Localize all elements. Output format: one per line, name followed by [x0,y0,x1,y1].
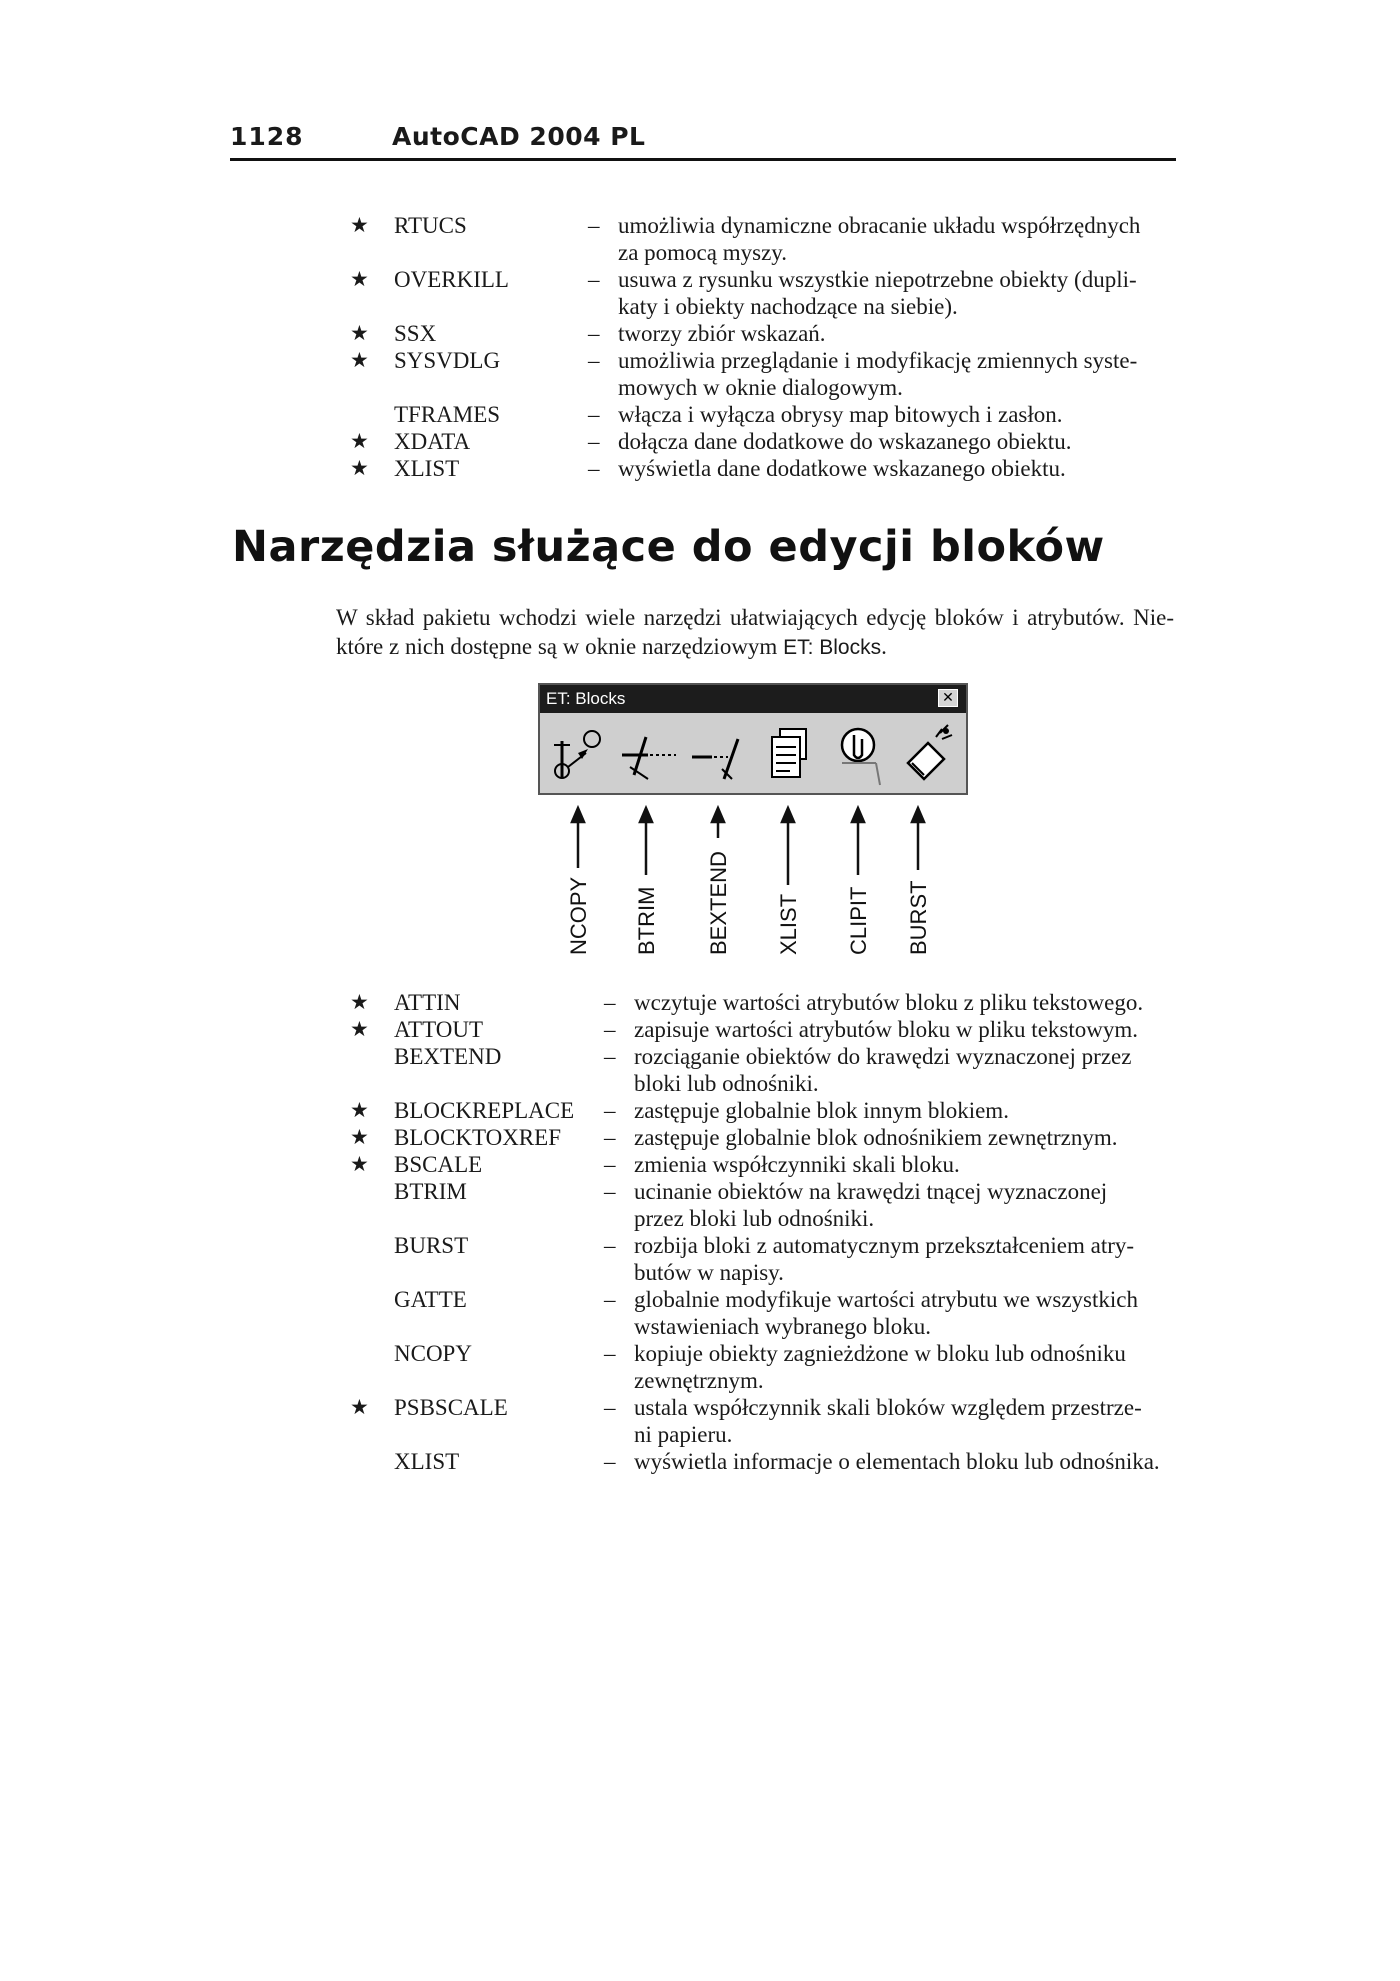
dash: – [588,348,600,373]
description-line: ustala współczynnik skali bloków względem przestrze- [634,1395,1142,1420]
command-description [618,266,1178,320]
command-description [634,1286,1179,1340]
command-description [634,1097,1179,1124]
description-line: dołącza dane dodatkowe do wskazanego obiektu. [618,429,1072,454]
btrim-button[interactable] [618,719,680,789]
command-name: BTRIM [394,1179,467,1204]
description-line: wstawieniach wybranego bloku. [634,1314,932,1339]
command-name: OVERKILL [394,267,509,292]
clipit-button[interactable] [828,719,890,789]
command-name: XDATA [394,429,471,454]
description-line: włącza i wyłącza obrysy map bitowych i zasłon. [618,402,1063,427]
label-btrim: BTRIM [634,886,659,955]
ncopy-icon [548,719,610,789]
btrim-icon [618,719,680,789]
description-line: ni papieru. [634,1422,733,1447]
star-icon: ★ [350,1152,369,1176]
list-item [0,1286,1400,1340]
list-item [0,401,1400,428]
list-item [0,1178,1400,1232]
dash: – [604,1287,616,1312]
bextend-button[interactable] [688,719,750,789]
command-description [634,1043,1179,1097]
list-item [0,1043,1400,1097]
list-item [0,1097,1400,1124]
list-item [0,1151,1400,1178]
list-item [0,320,1400,347]
running-header [230,118,1176,161]
star-icon: ★ [350,429,369,453]
description-line: kopiuje obiekty zagnieżdżone w bloku lub odnośniku [634,1341,1126,1366]
star-icon: ★ [350,1125,369,1149]
close-button[interactable]: ✕ [938,689,958,707]
arrowhead-bextend [712,808,724,822]
arrowhead-xlist [782,808,794,822]
command-name: TFRAMES [394,402,501,427]
bextend-icon [688,719,750,789]
et-blocks-toolbar [538,683,968,795]
book-title: AutoCAD 2004 PL [392,122,646,151]
label-ncopy: NCOPY [566,876,591,955]
command-description [634,1178,1179,1232]
dash: – [604,1098,616,1123]
command-name: PSBSCALE [394,1395,508,1420]
star-icon: ★ [350,321,369,345]
toolbar-reference: ET: Blocks [783,636,882,659]
dash: – [604,1044,616,1069]
label-bextend: BEXTEND [706,851,731,955]
command-description [618,428,1178,455]
description-line: zmienia współczynniki skali bloku. [634,1152,960,1177]
command-description [634,989,1179,1016]
command-description [634,1448,1179,1475]
star-icon: ★ [350,213,369,237]
command-description [618,347,1178,401]
list-item [0,212,1400,266]
command-name: XLIST [394,1449,460,1474]
command-name: BURST [394,1233,469,1258]
command-name: SSX [394,321,437,346]
description-line: butów w napisy. [634,1260,784,1285]
arrowhead-clipit [852,808,864,822]
command-description [618,212,1178,266]
command-description [634,1151,1179,1178]
star-icon: ★ [350,1098,369,1122]
dash: – [604,1152,616,1177]
star-icon: ★ [350,1017,369,1041]
description-line: globalnie modyfikuje wartości atrybutu we wszystkich [634,1287,1138,1312]
command-name: NCOPY [394,1341,472,1366]
dash: – [588,456,600,481]
command-name: ATTOUT [394,1017,484,1042]
description-line: umożliwia dynamiczne obracanie układu współrzędnych [618,213,1141,238]
command-name: ATTIN [394,990,461,1015]
star-icon: ★ [350,990,369,1014]
xlist-button[interactable] [758,719,820,789]
arrowhead-burst [912,808,924,822]
description-line: zewnętrznym. [634,1368,764,1393]
dash: – [604,1017,616,1042]
list-item [0,1016,1400,1043]
description-line: umożliwia przeglądanie i modyfikację zmiennych syste- [618,348,1138,373]
description-line: mowych w oknie dialogowym. [618,375,903,400]
list-item [0,455,1400,482]
intro-paragraph [336,603,1174,662]
star-icon: ★ [350,267,369,291]
command-name: SYSVDLG [394,348,501,373]
list-item [0,1340,1400,1394]
intro-text: W skład pakietu wchodzi wiele narzędzi ułatwiających edycję bloków i atrybutów. Niektóre z nich dostępne są w oknie narzędziowym [336,605,1174,659]
page-number: 1128 [230,122,304,151]
command-name: BLOCKTOXREF [394,1125,561,1150]
list-item [0,266,1400,320]
dash: – [604,1179,616,1204]
command-name: BEXTEND [394,1044,502,1069]
star-icon: ★ [350,1395,369,1419]
command-description [634,1340,1179,1394]
dash: – [604,1233,616,1258]
section-heading: Narzędzia służące do edycji bloków [232,522,1105,572]
dash: – [604,1125,616,1150]
list-item [0,347,1400,401]
ncopy-button[interactable] [548,719,610,789]
list-item [0,428,1400,455]
description-line: za pomocą myszy. [618,240,788,265]
command-name: XLIST [394,456,460,481]
description-line: usuwa z rysunku wszystkie niepotrzebne obiekty (dupli- [618,267,1137,292]
xlist-icon [758,719,820,789]
description-line: zapisuje wartości atrybutów bloku w pliku tekstowym. [634,1017,1139,1042]
description-line: wyświetla informacje o elementach bloku lub odnośnika. [634,1449,1160,1474]
clipit-icon [828,719,890,789]
list-item [0,989,1400,1016]
command-name: RTUCS [394,213,467,238]
dash: – [604,990,616,1015]
star-icon: ★ [350,456,369,480]
description-line: wczytuje wartości atrybutów bloku z pliku tekstowego. [634,990,1144,1015]
description-line: wyświetla dane dodatkowe wskazanego obiektu. [618,456,1066,481]
command-description [618,320,1178,347]
burst-icon [898,719,960,789]
arrowhead-ncopy [572,808,584,822]
description-line: rozciąganie obiektów do krawędzi wyznaczonej przez [634,1044,1132,1069]
command-description [634,1394,1179,1448]
arrowhead-btrim [640,808,652,822]
description-line: tworzy zbiór wskazań. [618,321,826,346]
command-name: BLOCKREPLACE [394,1098,575,1123]
command-description [618,401,1178,428]
burst-button[interactable] [898,719,960,789]
label-xlist: XLIST [776,893,801,955]
dash: – [604,1395,616,1420]
dash: – [588,429,600,454]
dash: – [588,321,600,346]
list-item [0,1232,1400,1286]
label-burst: BURST [906,880,931,955]
list-item [0,1124,1400,1151]
description-line: zastępuje globalnie blok innym blokiem. [634,1098,1009,1123]
toolbar-titlebar[interactable] [540,685,966,713]
command-description [634,1124,1179,1151]
label-clipit: CLIPIT [846,886,871,955]
dash: – [588,267,600,292]
list-item [0,1394,1400,1448]
command-description [618,455,1178,482]
dash: – [588,213,600,238]
description-line: zastępuje globalnie blok odnośnikiem zewnętrznym. [634,1125,1118,1150]
dash: – [604,1449,616,1474]
dash: – [588,402,600,427]
toolbar-title: ET: Blocks [546,689,626,708]
description-line: katy i obiekty nachodzące na siebie). [618,294,958,319]
dash: – [604,1341,616,1366]
description-line: bloki lub odnośniki. [634,1071,819,1096]
list-item [0,1448,1400,1475]
star-icon: ★ [350,348,369,372]
command-description [634,1016,1179,1043]
description-line: przez bloki lub odnośniki. [634,1206,875,1231]
intro-end: . [881,634,887,659]
description-line: ucinanie obiektów na krawędzi tnącej wyznaczonej [634,1179,1108,1204]
command-name: GATTE [394,1287,467,1312]
description-line: rozbija bloki z automatycznym przekształceniem atry- [634,1233,1135,1258]
command-description [634,1232,1179,1286]
command-name: BSCALE [394,1152,483,1177]
